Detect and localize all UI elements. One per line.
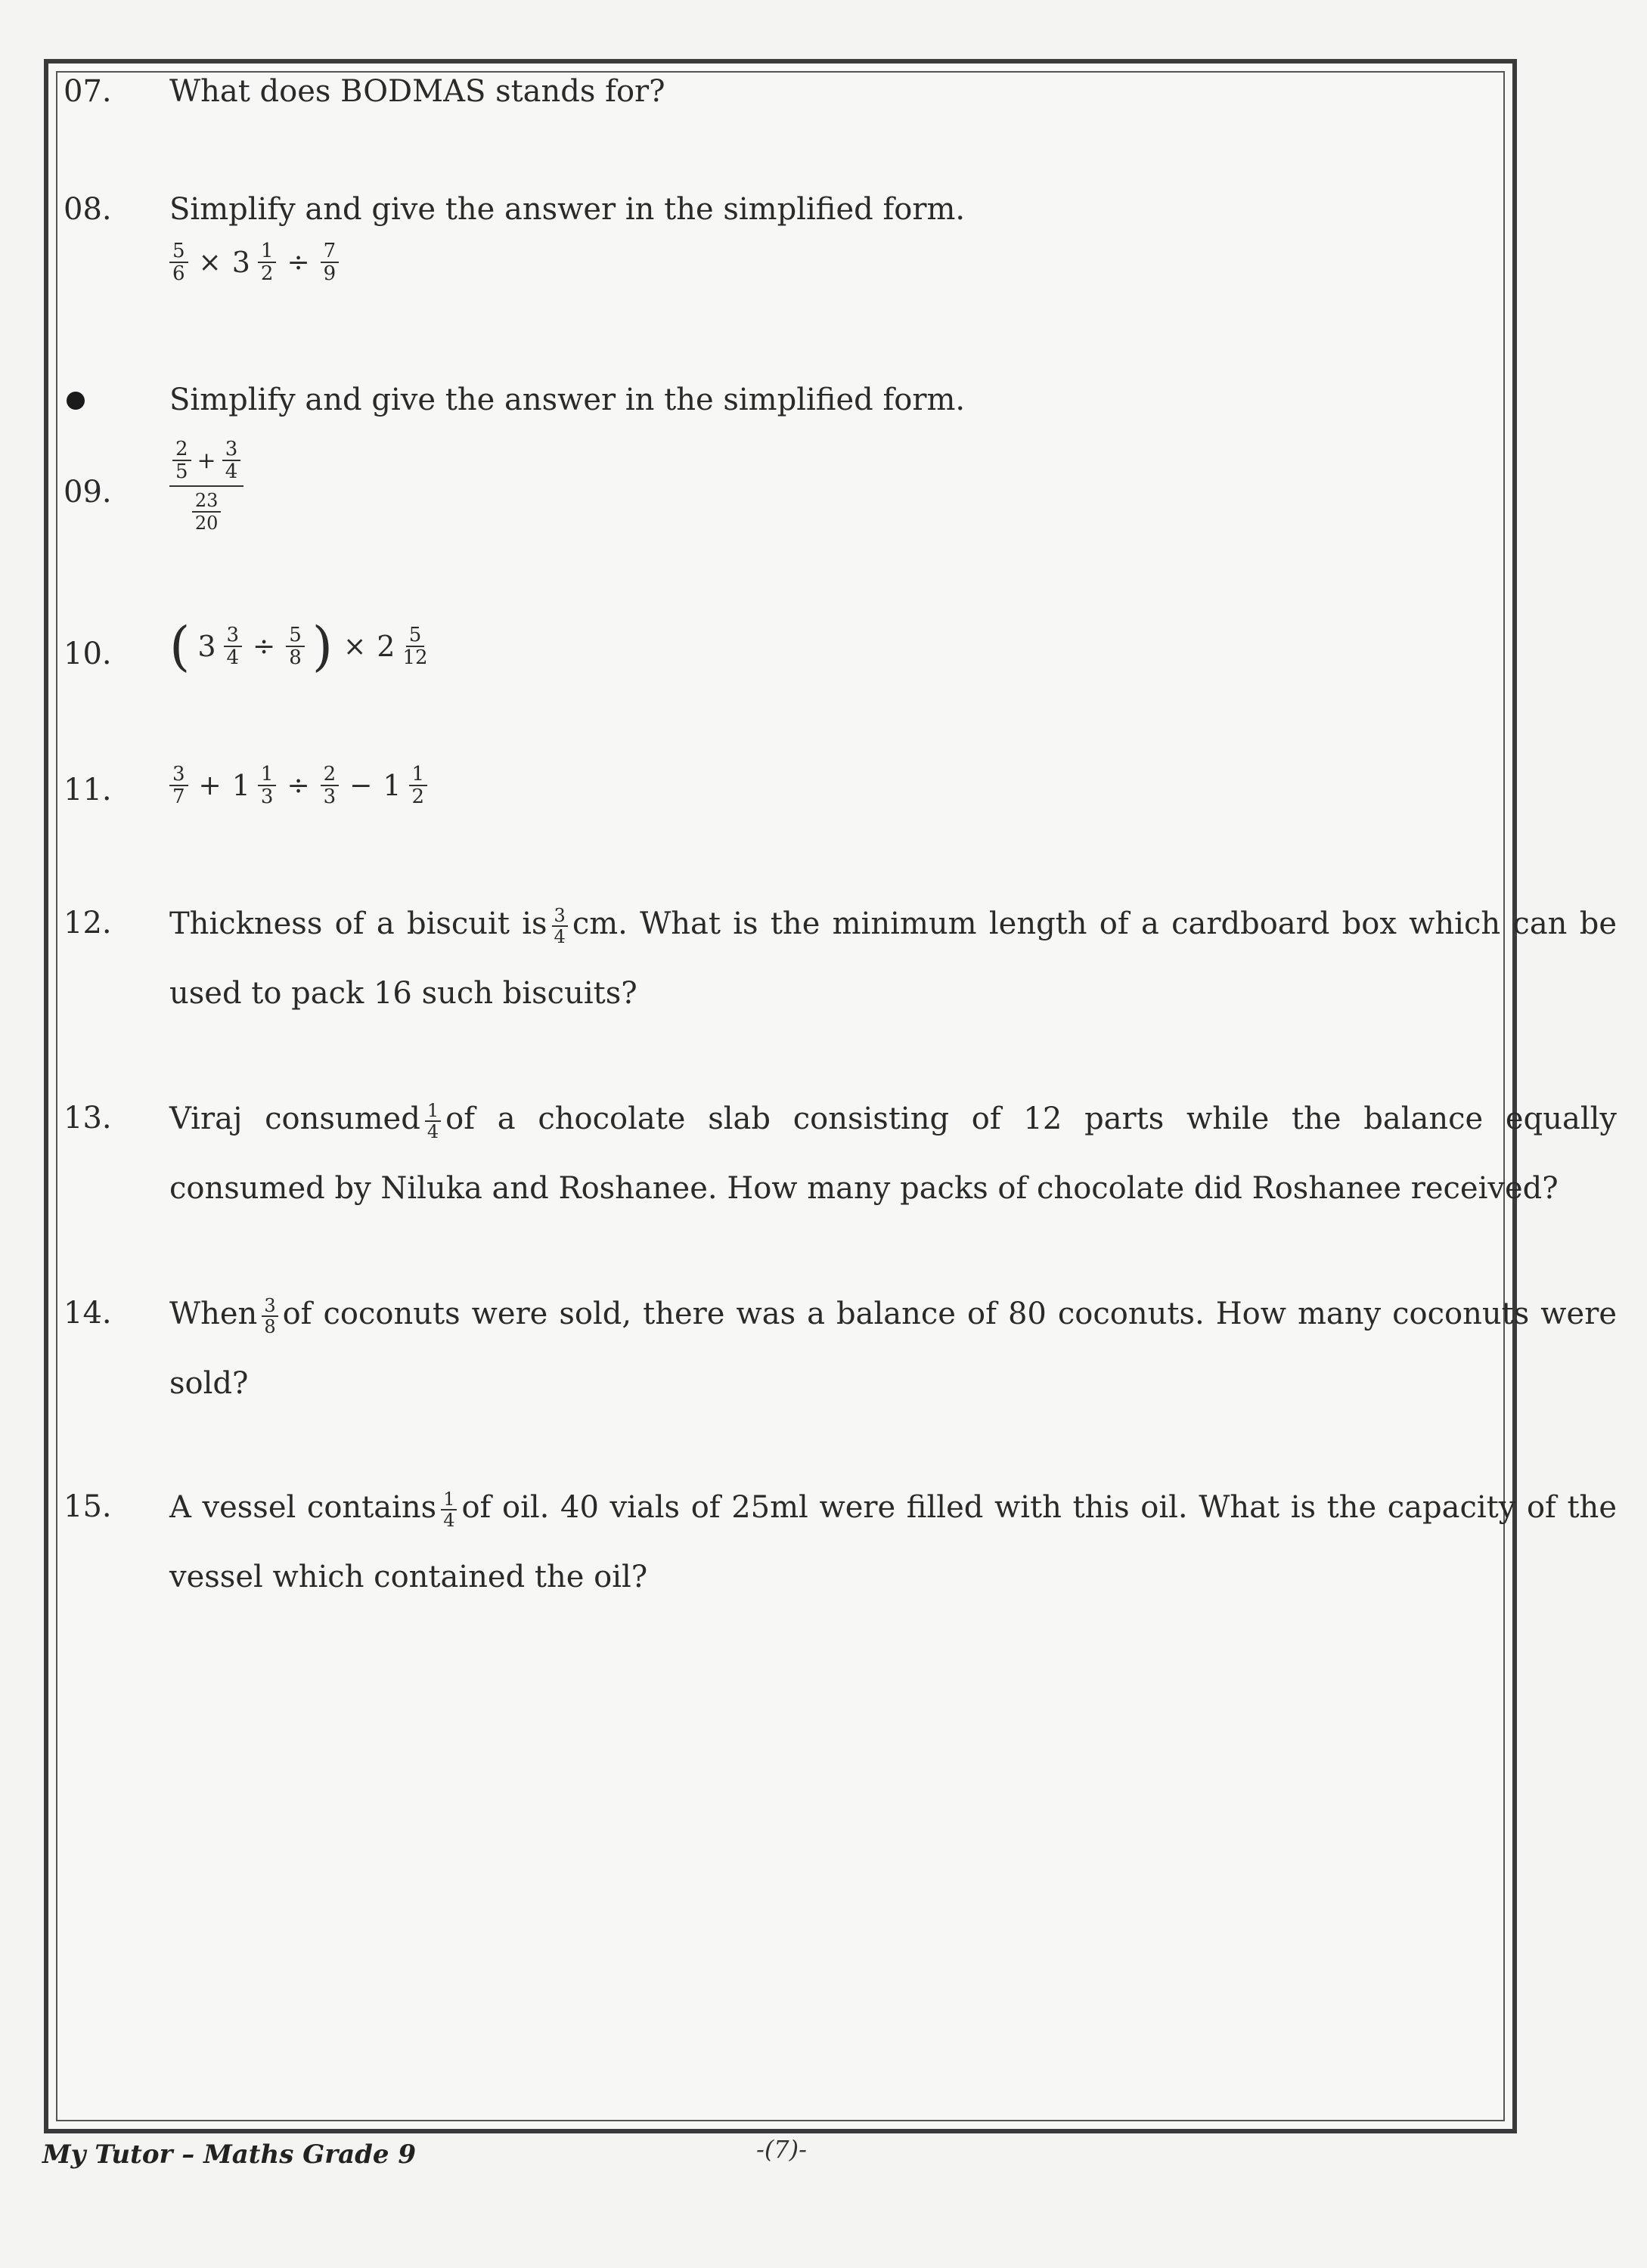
fraction: $\frac{5}{8}$ bbox=[286, 624, 305, 668]
fraction: $\frac{3}{7}$ bbox=[169, 764, 188, 807]
q07-text: What does BODMAS stands for? bbox=[169, 74, 665, 109]
fraction: $\frac{5}{12}$ bbox=[402, 624, 428, 669]
q13-number: 13. bbox=[64, 1101, 112, 1136]
q09-number: 09. bbox=[64, 475, 112, 510]
page-number: -(7)- bbox=[756, 2135, 807, 2164]
fraction: $\frac{3}{8}$ bbox=[262, 1296, 278, 1337]
fraction: $\frac{7}{9}$ bbox=[321, 240, 340, 284]
instruction-text: Simplify and give the answer in the simplified form. bbox=[169, 383, 966, 417]
fraction: $\frac{1}{3}$ bbox=[258, 764, 277, 807]
q08-number: 08. bbox=[64, 192, 112, 227]
fraction: $\frac{1}{4}$ bbox=[425, 1101, 441, 1142]
q10-expression: ( 3 $\frac{3}{4}$ ÷ $\frac{5}{8}$ ) × 2 $\frac{5}{12}$ bbox=[169, 615, 428, 677]
q09-expression bbox=[169, 438, 243, 534]
q07-number: 07. bbox=[64, 74, 112, 109]
footer-title: My Tutor – Maths Grade 9 bbox=[42, 2139, 417, 2170]
q12-text: Thickness of a biscuit is $\frac{3}{4}$ cm. What is the minimum length of a cardboard box which can be used to pack 16 such biscuits? bbox=[169, 905, 1618, 1011]
q13-text: Viraj consumed $\frac{1}{4}$ of a chocolate slab consisting of 12 parts while the balance equally consumed by Niluka and Roshanee. How many packs of chocolate did Roshanee received? bbox=[169, 1100, 1617, 1206]
q14-number: 14. bbox=[64, 1296, 112, 1331]
q08-expression bbox=[169, 240, 339, 284]
q15-number: 15. bbox=[64, 1489, 112, 1524]
fraction: $\frac{1}{4}$ bbox=[441, 1489, 457, 1530]
q12-number: 12. bbox=[64, 906, 112, 940]
q08-text: Simplify and give the answer in the simplified form. bbox=[169, 192, 966, 227]
q11-number: 11. bbox=[64, 773, 112, 807]
fraction: $\frac{3}{4}$ bbox=[224, 624, 243, 668]
complex-fraction: $\frac{2}{5}$ + $\frac{3}{4}$ $\frac{23}{20}$ bbox=[169, 438, 243, 534]
operator: ÷ bbox=[287, 246, 310, 278]
fraction: $\frac{5}{6}$ bbox=[169, 240, 188, 284]
bullet-icon bbox=[67, 392, 85, 410]
operator: × bbox=[198, 246, 222, 278]
fraction: $\frac{1}{2}$ bbox=[409, 764, 428, 807]
fraction: $\frac{1}{2}$ bbox=[258, 240, 277, 284]
fraction: $\frac{2}{3}$ bbox=[321, 764, 340, 807]
fraction: $\frac{3}{4}$ bbox=[552, 906, 568, 947]
whole-number: 3 bbox=[231, 246, 250, 279]
q11-expression: $\frac{3}{7}$ + 1 $\frac{1}{3}$ ÷ $\frac{2}{3}$ − 1 $\frac{1}{2}$ bbox=[169, 764, 427, 807]
q15-text: A vessel contains $\frac{1}{4}$ of oil. 40 vials of 25ml were filled with this oil. What is the capacity of the vessel which contained the oil? bbox=[169, 1489, 1617, 1594]
q10-number: 10. bbox=[64, 637, 112, 671]
q14-text: When $\frac{3}{8}$ of coconuts were sold, there was a balance of 80 coconuts. How many coconuts were sold? bbox=[169, 1295, 1617, 1401]
